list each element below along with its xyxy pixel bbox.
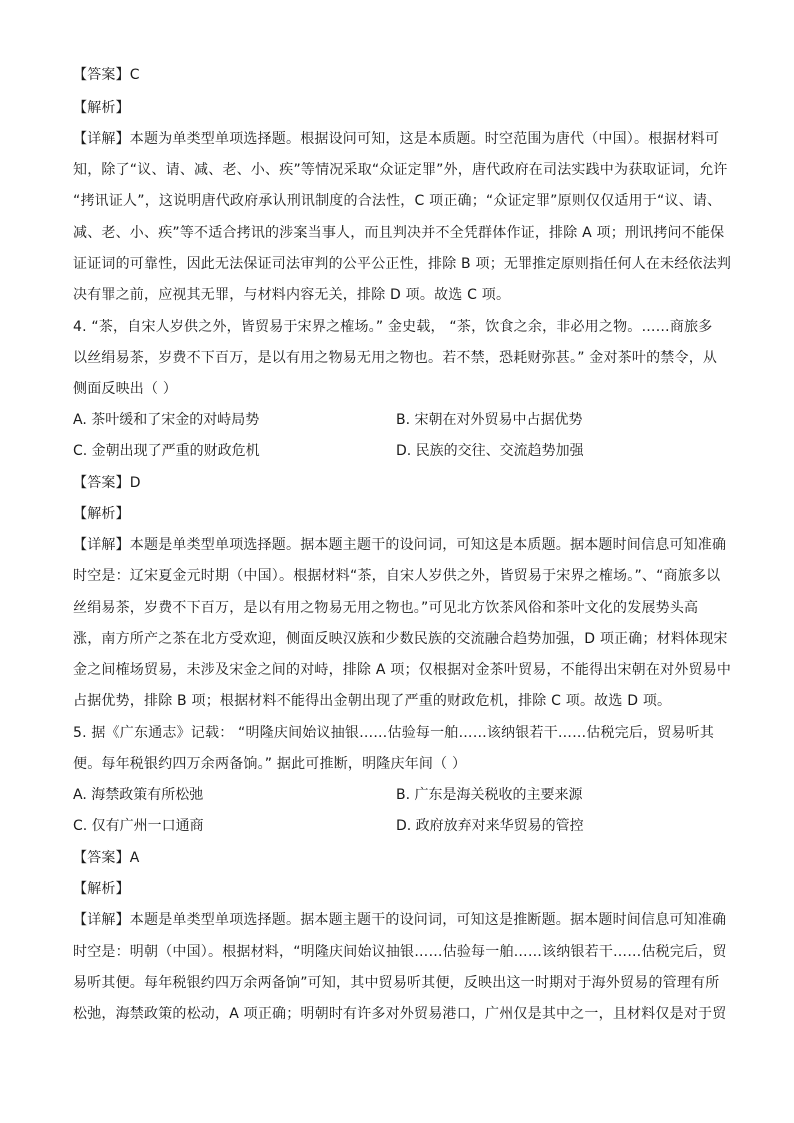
q3-answer: 【答案】C (73, 67, 140, 83)
q5-detail-line: 时空是：明朝（中国）。根据材料，“明隆庆间始议抽银……估验每一舶……该纳银若干……估税完后，贸 (73, 944, 727, 960)
q4-detail-line: 丝绢易茶，岁费不下百万，是以有用之物易无用之物也。”可见北方饮茶风俗和茶叶文化的发展势头高 (73, 600, 699, 616)
q4-stem-line: 4. “茶，自宋人岁供之外，皆贸易于宋界之榷场。” 金史载， “茶，饮食之余，非必用之物。……商旅多 (73, 319, 713, 335)
q5-stem-line: 5. 据《广东通志》记载： “明隆庆间始议抽银……估验每一舶……该纳银若干……估税完后，贸易听其 (73, 725, 715, 741)
q5-answer: 【答案】A (73, 850, 140, 866)
q4-option-a: A. 茶叶缓和了宋金的对峙局势 (73, 412, 260, 428)
q4-answer: 【答案】D (73, 475, 141, 491)
q5-option-b: B. 广东是海关税收的主要来源 (396, 787, 583, 803)
q3-analysis-heading: 【解析】 (73, 100, 130, 116)
q4-analysis-heading: 【解析】 (73, 506, 130, 522)
q4-detail-line: 【详解】本题是单类型单项选择题。据本题主题干的设问词，可知这是本质题。据本题时间信息可知准确 (73, 537, 727, 553)
q5-option-a: A. 海禁政策有所松弛 (73, 787, 204, 803)
q3-detail-line: “拷讯证人”，这说明唐代政府承认刑讯制度的合法性，C 项正确；“众证定罪”原则仅仅适用于“议、请、 (73, 193, 722, 209)
q4-option-c: C. 金朝出现了严重的财政危机 (73, 443, 260, 459)
q3-detail-line: 决有罪之前，应视其无罪，与材料内容无关，排除 D 项。故选 C 项。 (73, 287, 511, 303)
q3-detail-line: 证证词的可靠性，因此无法保证司法审判的公平公正性，排除 B 项；无罪推定原则指任何人在未经依法判 (73, 256, 732, 272)
q3-detail-line: 减、老、小、疾”等不适合拷讯的涉案当事人，而且判决并不全凭群体作证，排除 A 项；刑讯拷问不能保 (73, 225, 725, 241)
q5-analysis-heading: 【解析】 (73, 881, 130, 897)
q5-detail-line: 易听其便。每年税银约四万余两备饷”可知，其中贸易听其便，反映出这一时期对于海外贸易的管理有所 (73, 975, 720, 991)
q4-option-d: D. 民族的交往、交流趋势加强 (396, 443, 584, 459)
q5-option-d: D. 政府放弃对来华贸易的管控 (396, 818, 584, 834)
q5-detail-line: 【详解】本题是单类型单项选择题。据本题主题干的设问词，可知这是推断题。据本题时间信息可知准确 (73, 912, 727, 928)
q4-stem-line: 侧面反映出（ ） (73, 381, 178, 397)
q4-option-b: B. 宋朝在对外贸易中占据优势 (396, 412, 583, 428)
q5-option-c: C. 仅有广州一口通商 (73, 818, 204, 834)
q4-detail-line: 占据优势，排除 B 项；根据材料不能得出金朝出现了严重的财政危机，排除 C 项。故选 D 项。 (73, 693, 672, 709)
q5-detail-line: 松弛，海禁政策的松动，A 项正确；明朝时有许多对外贸易港口，广州仅是其中之一，且材料仅是对于贸 (73, 1006, 727, 1022)
q5-stem-line: 便。每年税银约四万余两备饷。” 据此可推断，明隆庆年间（ ） (73, 756, 467, 772)
q4-detail-line: 涨，南方所产之茶在北方受欢迎，侧面反映汉族和少数民族的交流融合趋势加强，D 项正确；材料体现宋 (73, 631, 728, 647)
q4-stem-line: 以丝绢易茶，岁费不下百万，是以有用之物易无用之物也。若不禁，恐耗财弥甚。” 金对茶叶的禁令，从 (73, 350, 718, 366)
q3-detail-line: 知，除了“议、请、减、老、小、疾”等情况采取“众证定罪”外，唐代政府在司法实践中为获取证词，允许 (73, 162, 728, 178)
q4-detail-line: 时空是：辽宋夏金元时期（中国）。根据材料“茶，自宋人岁供之外，皆贸易于宋界之榷场。”、“商旅多以 (73, 568, 721, 584)
q4-detail-line: 金之间榷场贸易，未涉及宋金之间的对峙，排除 A 项；仅根据对金茶叶贸易，不能得出宋朝在对外贸易中 (73, 662, 732, 678)
q3-detail-line: 【详解】本题为单类型单项选择题。根据设问可知，这是本质题。时空范围为唐代（中国）。根据材料可 (73, 131, 720, 147)
